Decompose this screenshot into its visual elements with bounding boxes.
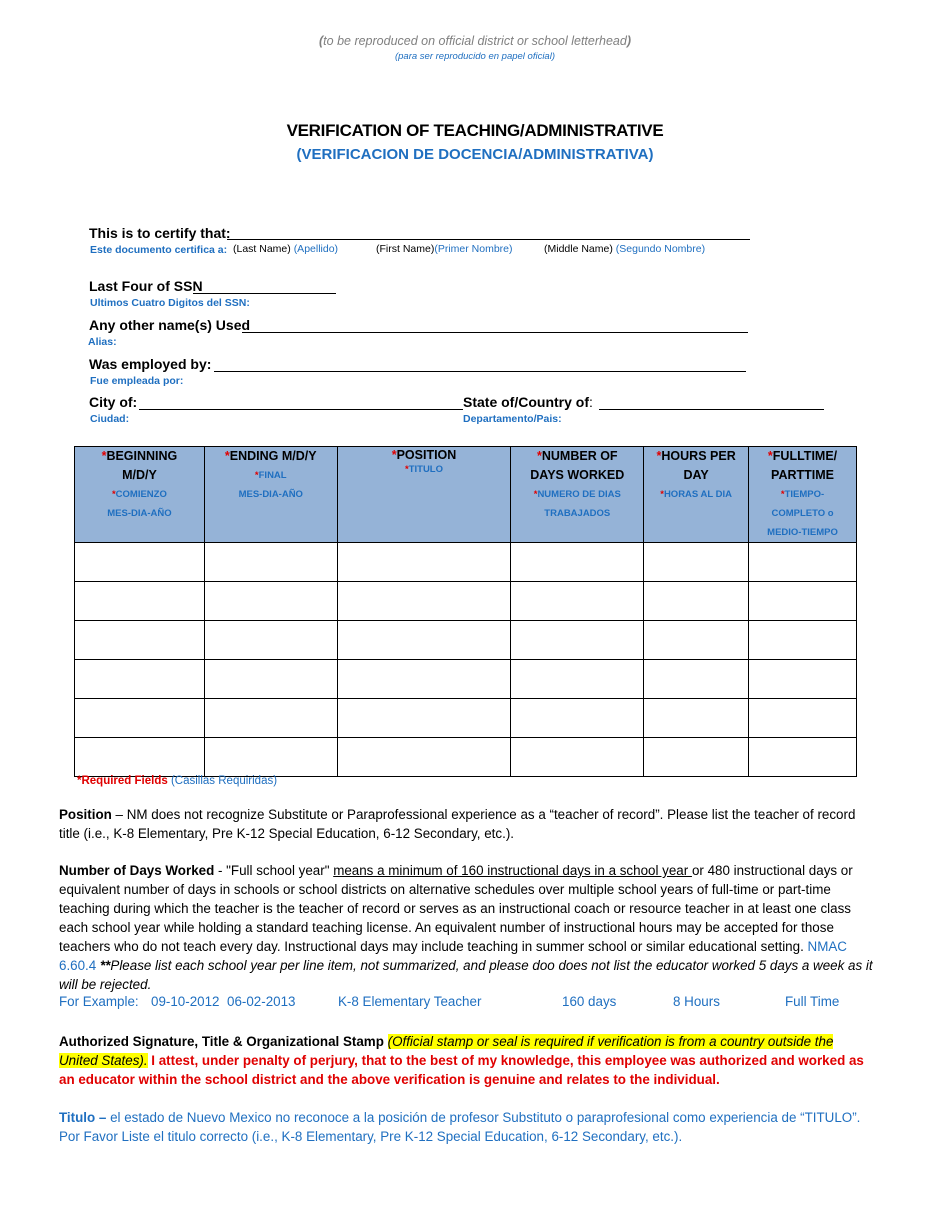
name-field[interactable] (227, 239, 750, 240)
employment-table (74, 446, 857, 777)
table-row (75, 738, 857, 777)
table-cell[interactable] (204, 543, 337, 582)
header-text: PARTTIME (771, 468, 835, 482)
example-hours: 8 Hours (673, 994, 720, 1009)
letterhead-paren-close: ) (626, 34, 631, 48)
nmac-reference: NMAC 6.60.4 (59, 939, 847, 973)
header-text: HORAS AL DIA (663, 489, 733, 500)
header-text (749, 485, 856, 504)
header-text: FULLTIME/ (772, 449, 838, 463)
table-cell[interactable] (204, 582, 337, 621)
header-text (511, 485, 643, 504)
col-beginning (75, 447, 205, 543)
header-text: MEDIO-TIEMPO (767, 527, 838, 538)
days-note-head: Number of Days Worked (59, 863, 215, 878)
table-cell[interactable] (204, 660, 337, 699)
table-cell[interactable] (75, 621, 205, 660)
header-text: * (780, 489, 785, 500)
col-ending (204, 447, 337, 543)
alias-sub: Alias: (88, 336, 117, 348)
table-cell[interactable] (511, 621, 644, 660)
employer-field[interactable] (214, 371, 746, 372)
state-label: State of/Country of (463, 394, 589, 410)
col-hours-per-day (644, 447, 749, 543)
example-position: K-8 Elementary Teacher (338, 994, 482, 1009)
header-text: * (537, 449, 542, 463)
titulo-text: el estado de Nuevo Mexico no reconoce a la posición de profesor Substituto o paraprofesional como experiencia de “TITULO”. Por Favor Liste el titulo correcto (i.e., K-8 Elementary, Pre K-12 Special Education, 6-12 Secondary, etc.). (59, 1110, 861, 1144)
header-text: COMPLETO o (771, 508, 834, 519)
table-cell[interactable] (337, 582, 511, 621)
header-text: * (656, 449, 662, 463)
page-title: VERIFICATION OF TEACHING/ADMINISTRATIVE (286, 121, 664, 140)
last-name-caption (233, 243, 338, 255)
days-note-t2: or 480 instructional days or equivalent number of days in schools or school districts on alternative schedules over multiple school years of full-time or part-time teaching during which the teacher is the teacher of record or serves as an instructional coach or resource teacher in at least one class each school year while holding a standard teaching license. An equivalent number of instructional hours may be accepted for those teachers who do not teach every day. Instructional days may include teaching in summer school or similar educational setting. (59, 863, 853, 954)
alias-field[interactable] (242, 332, 748, 333)
table-cell[interactable] (204, 621, 337, 660)
header-text: TITULO (408, 464, 444, 475)
header-text: * (767, 449, 773, 463)
header-text: M/D/Y (122, 468, 157, 482)
titulo-note (59, 1108, 874, 1146)
table-cell[interactable] (644, 738, 749, 777)
position-note-text: – NM does not recognize Substitute or Paraprofessional experience as a “teacher of record”. Please list the teacher of record title (i.e., K-8 Elementary, Pre K-12 Special Education, 6-12 Secondary, etc.). (59, 807, 856, 841)
header-text: MES-DIA-AÑO (107, 508, 172, 519)
table-cell[interactable] (749, 660, 857, 699)
table-cell[interactable] (511, 543, 644, 582)
state-label-wrap (463, 394, 593, 410)
table-cell[interactable] (749, 582, 857, 621)
header-text: BEGINNING (106, 449, 178, 463)
first-name-caption (376, 243, 513, 255)
ssn-label: Last Four of SSN (89, 278, 203, 294)
table-row (75, 660, 857, 699)
example-label: For Example: (59, 994, 139, 1009)
city-label: City of: (89, 394, 138, 410)
last-name-en: (Last Name) (233, 243, 291, 255)
table-cell[interactable] (75, 582, 205, 621)
table-cell[interactable] (337, 543, 511, 582)
header-text: ENDING M/D/Y (229, 449, 317, 463)
table-cell[interactable] (75, 660, 205, 699)
header-text (511, 447, 643, 466)
table-cell[interactable] (749, 543, 857, 582)
example-days: 160 days (562, 994, 617, 1009)
table-cell[interactable] (644, 699, 749, 738)
table-cell[interactable] (75, 699, 205, 738)
state-field[interactable] (599, 409, 824, 410)
first-name-en: (First Name) (376, 243, 435, 255)
state-colon: : (589, 394, 593, 410)
table-row (75, 621, 857, 660)
table-cell[interactable] (644, 582, 749, 621)
certify-sub: Este documento certifica a: (90, 244, 228, 256)
alias-label: Any other name(s) Used (89, 317, 251, 333)
ssn-field[interactable] (193, 293, 336, 294)
example-type: Full Time (785, 994, 840, 1009)
position-note-head: Position (59, 807, 112, 822)
middle-name-caption (544, 243, 705, 255)
header-text: MES-DIA-AÑO (238, 489, 303, 500)
position-note (59, 805, 874, 843)
header-text: * (101, 449, 107, 463)
last-name-es: (Apellido) (293, 243, 339, 255)
state-sub: Departamento/Pais: (463, 413, 562, 425)
table-row (75, 699, 857, 738)
header-text (205, 447, 337, 466)
city-field[interactable] (139, 409, 463, 410)
header-text (644, 485, 748, 504)
header-text: FINAL (258, 470, 287, 481)
table-cell[interactable] (644, 660, 749, 699)
table-cell[interactable] (511, 699, 644, 738)
letterhead-paren-open: ( (319, 34, 324, 48)
header-text (644, 447, 748, 485)
example-begin: 09-10-2012 (151, 994, 220, 1009)
example-end: 06-02-2013 (227, 994, 296, 1009)
table-cell[interactable] (337, 738, 511, 777)
header-text: DAYS WORKED (530, 468, 625, 482)
table-cell[interactable] (511, 660, 644, 699)
days-note-stars: ** (96, 958, 111, 973)
header-text: * (660, 489, 664, 500)
middle-name-es: (Segundo Nombre) (615, 243, 706, 255)
header-text (75, 485, 204, 504)
table-cell[interactable] (337, 660, 511, 699)
header-text (75, 447, 204, 466)
letterhead-note-spanish: (para ser reproducido en papel oficial) (394, 51, 555, 62)
titulo-head: Titulo – (59, 1110, 107, 1125)
days-note-underlined: means a minimum of 160 instructional days in a school year (333, 863, 692, 878)
header-text (205, 466, 337, 485)
col-days-worked (511, 447, 644, 543)
table-cell[interactable] (749, 738, 857, 777)
header-text: * (254, 470, 259, 481)
header-text: COMIENZO (115, 489, 167, 500)
example-line (59, 994, 874, 1014)
table-cell[interactable] (749, 621, 857, 660)
header-text (338, 447, 511, 464)
first-name-es: (Primer Nombre) (434, 243, 513, 255)
table-cell[interactable] (644, 621, 749, 660)
table-cell[interactable] (75, 738, 205, 777)
table-row (75, 582, 857, 621)
table-cell[interactable] (337, 699, 511, 738)
col-position (337, 447, 511, 543)
middle-name-en: (Middle Name) (544, 243, 613, 255)
header-text: * (224, 449, 230, 463)
letterhead-text: to be reproduced on official district or school letterhead (323, 34, 627, 48)
letterhead-note (0, 34, 950, 48)
page-title-spanish: (VERIFICACION DE DOCENCIA/ADMINISTRATIVA) (296, 146, 654, 163)
employed-sub: Fue empleada por: (90, 375, 184, 387)
header-text: * (533, 489, 538, 500)
table-cell[interactable] (204, 738, 337, 777)
header-text: * (405, 464, 409, 475)
header-text: NUMERO DE DIAS (537, 489, 621, 500)
days-note-t1: - "Full school year" (214, 863, 334, 878)
table-cell[interactable] (75, 543, 205, 582)
required-label: *Required Fields (77, 775, 168, 787)
header-text: POSITION (396, 448, 457, 462)
table-cell[interactable] (644, 543, 749, 582)
city-sub: Ciudad: (90, 413, 130, 425)
header-text: TRABAJADOS (544, 508, 611, 519)
attestation-text: I attest, under penalty of perjury, that to the best of my knowledge, this employee was authorized and worked as an educator within the school district and the above verification is genuine and relates to the individual. (59, 1053, 864, 1087)
header-text: NUMBER OF (541, 449, 618, 463)
certify-label: This is to certify that: (89, 225, 231, 241)
days-note-italic: Please list each school year per line item, not summarized, and please doo does not list the educator worked 5 days a week as it will be rejected. (59, 958, 873, 992)
required-label-es: (Casillas Requiridas) (170, 775, 278, 787)
table-cell[interactable] (749, 699, 857, 738)
col-fulltime (749, 447, 857, 543)
header-text: * (111, 489, 116, 500)
table-cell[interactable] (511, 582, 644, 621)
header-text (749, 447, 856, 466)
required-fields-note (77, 775, 277, 787)
signature-head: Authorized Signature, Title & Organizational Stamp (59, 1034, 388, 1049)
table-row (75, 543, 857, 582)
days-note (59, 861, 874, 994)
header-text (338, 464, 511, 476)
table-header-row (75, 447, 857, 543)
employed-label: Was employed by: (89, 356, 212, 372)
signature-note (59, 1032, 874, 1089)
header-text: * (391, 448, 397, 462)
header-text: HOURS PER DAY (661, 449, 736, 482)
table-cell[interactable] (204, 699, 337, 738)
table-cell[interactable] (337, 621, 511, 660)
table-cell[interactable] (511, 738, 644, 777)
ssn-sub: Ultimos Cuatro Digitos del SSN: (90, 297, 250, 309)
signature-highlight: (Official stamp or seal is required if verification is from a country outside the United States). (59, 1034, 834, 1068)
header-text: TIEMPO- (784, 489, 825, 500)
